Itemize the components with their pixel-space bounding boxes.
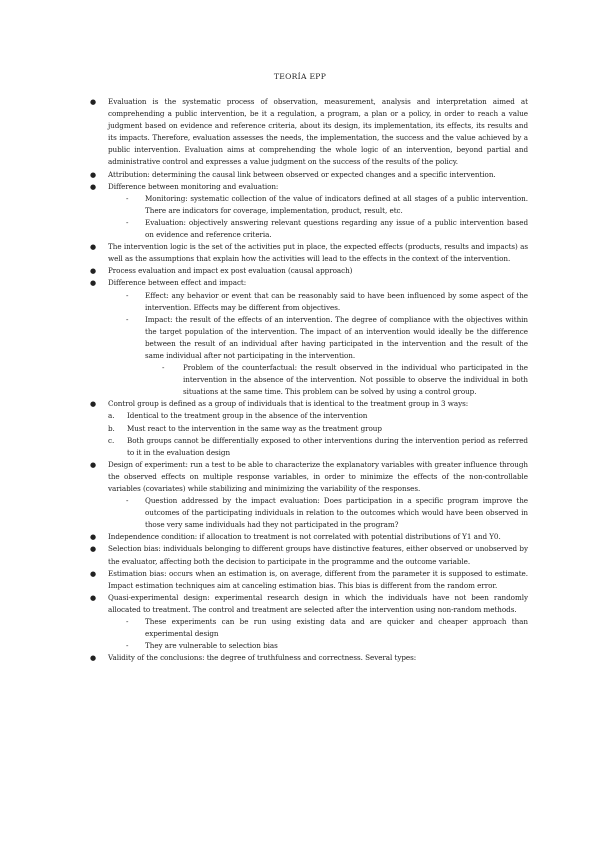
list-item-quasi-experimental	[90, 592, 528, 616]
criterion-text: Both groups cannot be differentially exposed to other interventions during the intervention period as referred to it in the evaluation design	[127, 435, 528, 457]
notes-list	[90, 96, 528, 664]
list-item-independence	[90, 531, 528, 543]
sub-item-text: They are vulnerable to selection bias	[145, 641, 278, 651]
list-letter: a.	[108, 411, 115, 421]
list-letter: c.	[108, 435, 115, 445]
sub-item-quasi-vulnerable	[90, 640, 528, 652]
bullet-icon: ●	[90, 654, 97, 663]
bullet-icon: ●	[90, 182, 97, 191]
bullet-icon: ●	[90, 400, 97, 409]
dash-marker: -	[126, 217, 129, 227]
item-text: Control group is defined as a group of individuals that is identical to the treatment group in 3 ways:	[108, 399, 469, 409]
dash-marker: -	[126, 290, 129, 300]
bullet-icon: ●	[90, 569, 97, 578]
bullet-icon: ●	[90, 545, 97, 554]
page-title: TEORÍA EPP	[273, 72, 327, 81]
dash-marker: -	[162, 363, 165, 373]
control-group-criterion-c	[90, 435, 528, 459]
list-item-process-evaluation	[90, 265, 528, 277]
item-text: The intervention logic is the set of the activities put in place, the expected effects (products, results and impacts) as well as the assumptions that explain how the activities will lead to the effects in the context of the intervention.	[108, 242, 528, 264]
list-item-intervention-logic	[90, 241, 528, 265]
dash-marker: -	[126, 617, 129, 627]
sub-item-text: Monitoring: systematic collection of the value of indicators defined at all stages of a public intervention. There are indicators for coverage, implementation, product, result, etc.	[145, 193, 528, 215]
bullet-icon: ●	[90, 267, 97, 276]
item-text: Selection bias: individuals belonging to different groups have distinctive features, either observed or unobserved by the evaluator, affecting both the decision to participate in the programme and the outcome variable.	[108, 544, 528, 566]
bullet-icon: ●	[90, 243, 97, 252]
control-group-criterion-a	[90, 410, 528, 422]
bullet-icon: ●	[90, 593, 97, 602]
item-text: Evaluation is the systematic process of observation, measurement, analysis and interpretation aimed at comprehending a public intervention, be it a regulation, a program, a plan or a policy, in order to reach a value judgment based on evidence and reference criteria, about its design, its implementation, its effects, its results and its impacts. Therefore, evaluation assesses the needs, the implementation, the success and the value achieved by a public intervention. Evaluation aims at comprehending the whole logic of an intervention, beyond partial and administrative control and expresses a value judgment on the success of the results of the policy.	[108, 97, 528, 167]
sub-item-text: Problem of the counterfactual: the result observed in the individual who participated in the intervention in the absence of the intervention. Not possible to observe the individual in both situations at the same time. This problem can be solved by using a control group.	[183, 363, 528, 397]
list-item-difference-monitoring	[90, 181, 528, 193]
sub-item-effect	[90, 290, 528, 314]
bullet-icon: ●	[90, 170, 97, 179]
sub-item-text: Question addressed by the impact evaluation: Does participation in a specific program improve the outcomes of the participating individuals in relation to the outcomes which would have been observed in those very same individuals had they not participated in the program?	[145, 496, 528, 530]
sub-item-impact-question	[90, 495, 528, 531]
item-text: Design of experiment: run a test to be able to characterize the explanatory variables with greater influence through the observed effects on multiple response variables, in order to minimize the effects of the non-controllable variables (covariates) while stabilizing and minimizing the variability of the responses.	[108, 459, 528, 493]
list-item-design-experiment	[90, 459, 528, 495]
dash-marker: -	[126, 314, 129, 324]
item-text: Attribution: determining the causal link between observed or expected changes and a specific intervention.	[108, 169, 496, 179]
list-item-evaluation	[90, 96, 528, 169]
item-text: Difference between effect and impact:	[108, 278, 247, 288]
criterion-text: Must react to the intervention in the same way as the treatment group	[127, 423, 382, 433]
dash-marker: -	[126, 641, 129, 651]
list-item-attribution	[90, 169, 528, 181]
sub-item-text: Impact: the result of the effects of an intervention. The degree of compliance with the objectives within the target population of the intervention. The impact of an intervention would ideally be the difference between the result of an individual after having participated in the intervention and the result of the same individual after not participating in the intervention.	[145, 314, 528, 360]
item-text: Quasi-experimental design: experimental research design in which the individuals have not been randomly allocated to treatment. The control and treatment are selected after the intervention using non-random methods.	[108, 592, 528, 614]
dash-marker: -	[126, 193, 129, 203]
criterion-text: Identical to the treatment group in the absence of the intervention	[127, 411, 368, 421]
item-text: Validity of the conclusions: the degree of truthfulness and correctness. Several types:	[108, 653, 417, 663]
list-item-control-group	[90, 398, 528, 410]
bullet-icon: ●	[90, 533, 97, 542]
list-item-selection-bias	[90, 543, 528, 567]
bullet-icon: ●	[90, 279, 97, 288]
sub-item-text: Evaluation: objectively answering relevant questions regarding any issue of a public intervention based on evidence and reference criteria.	[145, 217, 528, 240]
sub-item-text: These experiments can be run using existing data and are quicker and cheaper approach than experimental design	[145, 617, 528, 639]
sub-sub-item-counterfactual	[90, 362, 528, 398]
dash-marker: -	[126, 496, 129, 506]
list-item-validity	[90, 652, 528, 664]
sub-item-monitoring	[90, 193, 528, 217]
list-letter: b.	[108, 423, 115, 433]
list-item-difference-effect	[90, 277, 528, 289]
item-text: Independence condition: if allocation to treatment is not correlated with potential distributions of Y1 and Y0.	[108, 532, 501, 542]
bullet-icon: ●	[90, 460, 97, 469]
sub-item-quasi-cheaper	[90, 616, 528, 640]
control-group-criterion-b	[90, 423, 528, 435]
sub-item-evaluation-definition	[90, 217, 528, 241]
sub-item-text: Effect: any behavior or event that can be reasonably said to have been influenced by some aspect of the intervention. Effects may be different from objectives.	[145, 290, 528, 312]
item-text: Process evaluation and impact ex post evaluation (causal approach)	[108, 266, 353, 276]
sub-item-impact	[90, 314, 528, 362]
item-text: Estimation bias: occurs when an estimation is, on average, different from the parameter it is supposed to estimate. Impact estimation techniques aim at canceling estimation bias. This bias is different from the random error.	[108, 568, 528, 590]
item-text: Difference between monitoring and evaluation:	[108, 181, 279, 191]
bullet-icon: ●	[90, 98, 97, 106]
list-item-estimation-bias	[90, 568, 528, 592]
